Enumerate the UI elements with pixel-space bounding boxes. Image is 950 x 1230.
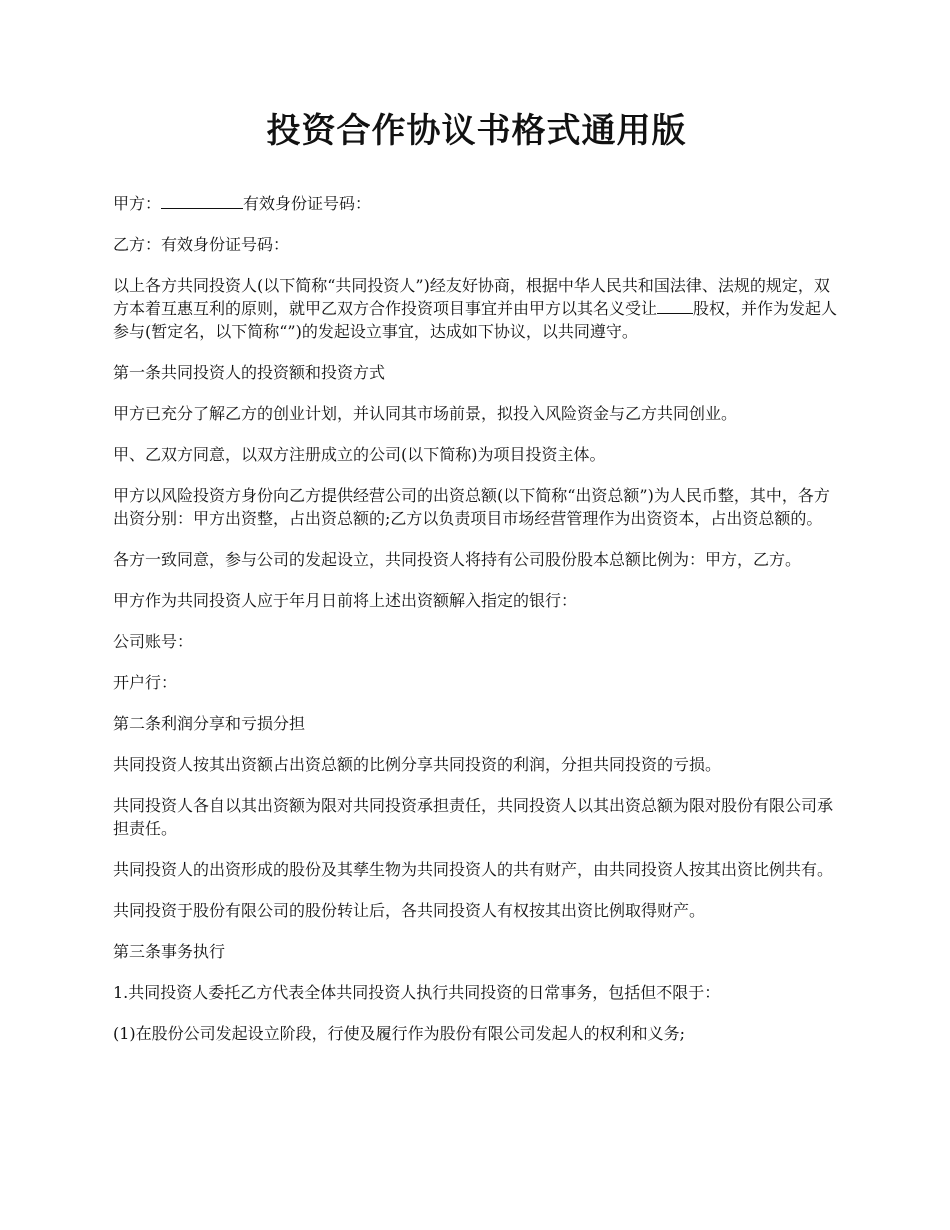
article-3-heading: 第三条事务执行: [113, 942, 226, 961]
bank-line: 开户行：: [113, 673, 178, 692]
party-a-label: 甲方：: [113, 194, 162, 213]
paragraph: 共同投资人按其出资额占出资总额的比例分享共同投资的利润，分担共同投资的亏损。: [113, 755, 722, 774]
article-2-heading: 第二条利润分享和亏损分担: [113, 714, 306, 733]
paragraph: 甲方以风险投资方身份向乙方提供经营公司的出资总额(以下简称“出资总额”)为人民币整，其中，各方出资分别：甲方出资整，占出资总额的;乙方以负责项目市场经营管理作为出资资本，占出资总额的。: [113, 486, 830, 528]
paragraph: 共同投资人各自以其出资额为限对共同投资承担责任，共同投资人以其出资总额为限对股份有限公司承担责任。: [113, 796, 834, 838]
paragraph: 各方一致同意，参与公司的发起设立，共同投资人将持有公司股份股本总额比例为：甲方，乙方。: [113, 550, 802, 569]
party-a-line: [113, 192, 840, 215]
paragraph: (1)在股份公司发起设立阶段，行使及履行作为股份有限公司发起人的权利和义务;: [113, 1024, 686, 1043]
party-a-id-label: 有效身份证号码：: [243, 194, 372, 213]
document-title: 投资合作协议书格式通用版: [266, 111, 687, 151]
party-a-name-blank: [161, 193, 243, 209]
paragraph: 甲方已充分了解乙方的创业计划，并认同其市场前景，拟投入风险资金与乙方共同创业。: [113, 404, 738, 423]
article-1-heading: 第一条共同投资人的投资额和投资方式: [113, 363, 386, 382]
paragraph: 甲、乙双方同意，以双方注册成立的公司(以下简称)为项目投资主体。: [113, 445, 606, 464]
intro-text-part1: 以上各方共同投资人(以下简称“共同投资人”)经友好协商，根据中华人民共和国法律、法规的规定，双方本着互惠互利的原则，就甲乙双方合作投资项目事宜并由甲方以其名义受让: [113, 276, 830, 318]
equity-blank: [657, 298, 693, 314]
account-number-line: 公司账号：: [113, 632, 194, 651]
party-b-line: 乙方：有效身份证号码：: [113, 235, 290, 254]
paragraph: 甲方作为共同投资人应于年月日前将上述出资额解入指定的银行：: [113, 591, 578, 610]
intro-paragraph: [113, 274, 840, 343]
paragraph: 共同投资人的出资形成的股份及其孳生物为共同投资人的共有财产，由共同投资人按其出资比例共有。: [113, 860, 834, 879]
paragraph: 1.共同投资人委托乙方代表全体共同投资人执行共同投资的日常事务，包括但不限于：: [113, 983, 721, 1002]
paragraph: 共同投资于股份有限公司的股份转让后，各共同投资人有权按其出资比例取得财产。: [113, 901, 706, 920]
intro-text-part2: 股权，并作为发起人参与(暂定名，以下简称“”)的发起设立事宜，达成如下协议，以共同遵守。: [113, 299, 838, 341]
